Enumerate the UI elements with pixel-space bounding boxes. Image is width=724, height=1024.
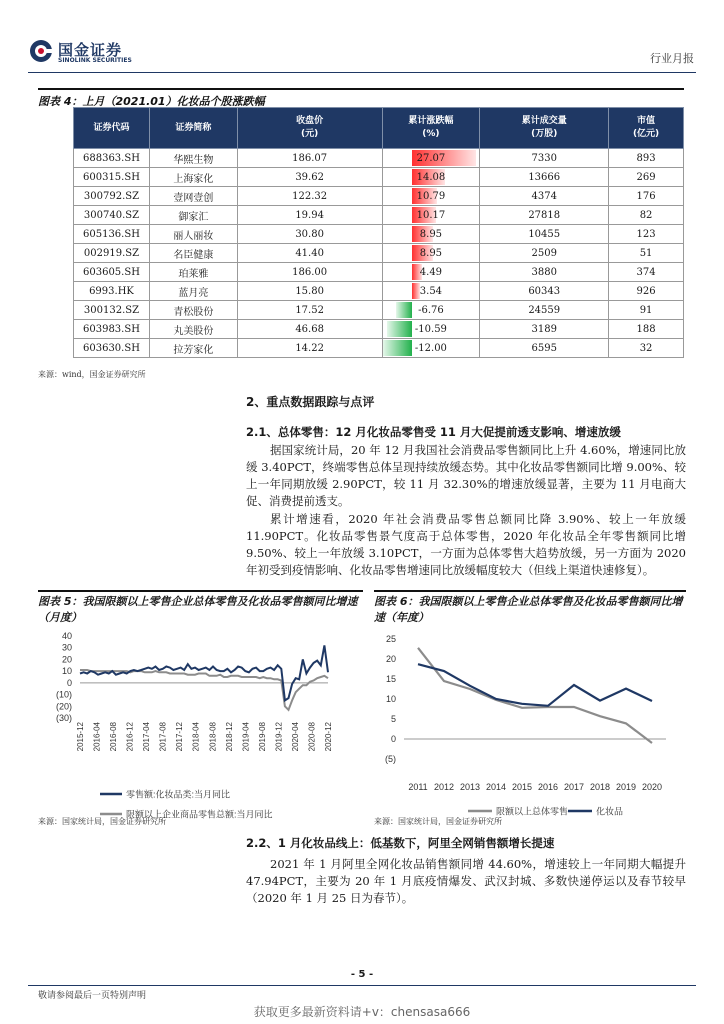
x-tick-label: 2014 (485, 782, 507, 792)
change-value: 10.79 (416, 190, 446, 202)
cell-close: 15.80 (237, 282, 382, 301)
x-tick-label: 2012 (433, 782, 455, 792)
y-tick-label: (5) (385, 754, 396, 764)
report-type-label: 行业月报 (650, 52, 694, 65)
series-line-0 (418, 648, 652, 743)
cell-volume: 10455 (480, 225, 609, 244)
cell-name: 壹网壹创 (149, 187, 237, 206)
cell-volume: 3189 (480, 320, 609, 339)
x-tick-label: 2017-04 (142, 722, 152, 752)
x-tick-label: 2018 (589, 782, 611, 792)
y-tick-label: 15 (385, 674, 396, 684)
y-tick-label: 0 (66, 677, 72, 688)
x-tick-label: 2013 (459, 782, 481, 792)
x-tick-label: 2017 (563, 782, 585, 792)
logo-text-en: SINOLINK SECURITIES (58, 57, 132, 64)
cell-close: 41.40 (237, 244, 382, 263)
table-row (74, 263, 684, 282)
cell-change (382, 263, 480, 282)
cell-close: 122.32 (237, 187, 382, 206)
change-bar (396, 302, 412, 318)
cell-mktcap: 32 (609, 339, 684, 358)
cell-close: 186.00 (237, 263, 382, 282)
x-tick-label: 2019-12 (274, 722, 284, 752)
cell-name: 珀莱雅 (149, 263, 237, 282)
cell-volume: 60343 (480, 282, 609, 301)
x-tick-label: 2015-12 (76, 722, 85, 752)
table-row (74, 149, 684, 168)
cell-code: 6993.HK (74, 282, 150, 301)
x-tick-label: 2017-08 (158, 722, 168, 752)
sinolink-logo (28, 38, 158, 68)
table-row (74, 187, 684, 206)
series-line-1 (418, 664, 652, 706)
change-bar (383, 340, 411, 356)
cell-code: 300792.SZ (74, 187, 150, 206)
cell-volume: 13666 (480, 168, 609, 187)
cell-change (382, 320, 480, 339)
cell-code: 300740.SZ (74, 206, 150, 225)
cell-volume: 24559 (480, 301, 609, 320)
cell-name: 上海家化 (149, 168, 237, 187)
cell-close: 46.68 (237, 320, 382, 339)
cell-mktcap: 82 (609, 206, 684, 225)
chart-6-title: 图表 6：我国限额以上零售企业总体零售及化妆品零售额同比增速（年度） (374, 595, 683, 624)
chart-5-svg (38, 626, 363, 821)
y-tick-label: (10) (55, 689, 72, 700)
cell-mktcap: 51 (609, 244, 684, 263)
x-tick-label: 2016-08 (109, 722, 119, 752)
x-tick-label: 2011 (408, 782, 428, 792)
table-body (74, 149, 684, 358)
y-tick-label: (20) (55, 701, 72, 712)
table-row (74, 301, 684, 320)
x-tick-label: 2019-08 (257, 722, 267, 752)
cell-close: 14.22 (237, 339, 382, 358)
column-header: 收盘价 (元) (237, 108, 382, 149)
x-tick-label: 2018-12 (224, 722, 234, 752)
cell-volume: 2509 (480, 244, 609, 263)
cell-volume: 3880 (480, 263, 609, 282)
chart-6-source: 来源：国家统计局，国金证券研究所 (374, 817, 502, 826)
logo-text-cn: 国金证券 (58, 41, 123, 59)
cell-mktcap: 374 (609, 263, 684, 282)
cell-close: 186.07 (237, 149, 382, 168)
x-tick-label: 2016 (537, 782, 559, 792)
change-value: 8.95 (419, 247, 443, 259)
x-tick-label: 2020 (641, 782, 663, 792)
x-tick-label: 2017-12 (175, 722, 185, 752)
cell-close: 19.94 (237, 206, 382, 225)
paragraph-1: 据国家统计局，20 年 12 月我国社会消费品零售额同比上升 4.60%，增速同比放缓 3.40PCT，终端零售总体呈现持续放缓态势。其中化妆品零售额同比增 9.00%、较上一年同期放缓 2.90PCT，较 11 月 32.30%的增速放缓显著，主要为 11 月电商大促、消费提前透支。 (246, 443, 686, 508)
y-tick-label: 20 (61, 654, 72, 665)
y-tick-label: 10 (61, 666, 72, 677)
change-value: 14.08 (416, 171, 446, 183)
change-value: 3.54 (419, 285, 443, 297)
change-value: 27.07 (416, 152, 446, 164)
change-value: 4.49 (419, 266, 443, 278)
cell-name: 华熙生物 (149, 149, 237, 168)
table-row (74, 244, 684, 263)
cell-volume: 7330 (480, 149, 609, 168)
chart-6-container (374, 590, 686, 825)
x-tick-label: 2018-08 (208, 722, 218, 752)
legend-label: 限额以上总体零售 (496, 806, 569, 817)
x-tick-label: 2019-04 (241, 722, 251, 752)
x-tick-label: 2018-04 (191, 722, 201, 752)
table-4-title: 图表 4：上月（2021.01）化妆品个股涨跌幅 (38, 88, 684, 109)
subsection-2-2-heading: 2.2、1 月化妆品线上：低基数下，阿里全网销售额增长提速 (246, 836, 555, 850)
column-header: 累计成交量 (万股) (480, 108, 609, 149)
cell-mktcap: 123 (609, 225, 684, 244)
cell-name: 拉芳家化 (149, 339, 237, 358)
cell-change (382, 225, 480, 244)
y-tick-label: 10 (385, 694, 396, 704)
legend-label: 零售额:化妆品类:当月同比 (126, 789, 231, 800)
cell-code: 688363.SH (74, 149, 150, 168)
cell-volume: 6595 (480, 339, 609, 358)
section-heading: 2、重点数据跟踪与点评 (246, 395, 375, 409)
change-bar (387, 321, 412, 337)
paragraph-3: 2021 年 1 月阿里全网化妆品销售额同增 44.60%，增速较上一年同期大幅提升 47.94PCT，主要为 20 年 1 月底疫情爆发、武汉封城、多数快递停运以及春节较早（2020 年 1 月 25 日为春节）。 (246, 857, 686, 905)
subsection-2-1-heading: 2.1、总体零售：12 月化妆品零售受 11 月大促提前透支影响、增速放缓 (246, 425, 621, 439)
change-value: -10.59 (414, 323, 447, 335)
column-header: 市值 (亿元) (609, 108, 684, 149)
cell-close: 17.52 (237, 301, 382, 320)
cell-change (382, 187, 480, 206)
table-row (74, 206, 684, 225)
y-tick-label: 0 (390, 734, 396, 744)
watermark-text: 获取更多最新资料请+v：chensasa666 (253, 1005, 471, 1019)
cell-code: 002919.SZ (74, 244, 150, 263)
y-tick-label: 25 (385, 634, 396, 644)
table-4-source: 来源：wind，国金证券研究所 (38, 370, 146, 379)
cell-mktcap: 269 (609, 168, 684, 187)
x-tick-label: 2015 (511, 782, 533, 792)
column-header: 累计涨跌幅 (%) (382, 108, 480, 149)
page-header (28, 38, 696, 73)
cell-code: 603630.SH (74, 339, 150, 358)
disclaimer-text: 敬请参阅最后一页特别声明 (38, 991, 147, 1001)
table-row (74, 320, 684, 339)
change-value: 8.95 (419, 228, 443, 240)
cell-change (382, 244, 480, 263)
chart-6-svg (374, 626, 686, 821)
x-tick-label: 2020-08 (307, 722, 317, 752)
cell-name: 名臣健康 (149, 244, 237, 263)
cell-name: 丽人丽妆 (149, 225, 237, 244)
cell-close: 30.80 (237, 225, 382, 244)
cell-change (382, 168, 480, 187)
x-tick-label: 2019 (615, 782, 637, 792)
cell-code: 300132.SZ (74, 301, 150, 320)
x-tick-label: 2020-12 (324, 722, 333, 752)
legend-label: 限额以上企业商品零售总额:当月同比 (126, 809, 273, 820)
change-bar (412, 283, 420, 299)
stock-change-table (73, 107, 684, 358)
x-tick-label: 2016-04 (92, 722, 102, 752)
cell-mktcap: 176 (609, 187, 684, 206)
table-row (74, 282, 684, 301)
cell-code: 605136.SH (74, 225, 150, 244)
change-value: -6.76 (418, 304, 444, 316)
chart-5-title: 图表 5：我国限额以上零售企业总体零售及化妆品零售额同比增速（月度） (38, 595, 358, 624)
cell-name: 青松股份 (149, 301, 237, 320)
cell-code: 603605.SH (74, 263, 150, 282)
y-tick-label: (30) (55, 713, 72, 723)
cell-change (382, 206, 480, 225)
table-row (74, 339, 684, 358)
logo-mark-icon (28, 38, 54, 64)
change-value: 10.17 (416, 209, 446, 221)
footer-divider (28, 985, 696, 986)
x-tick-label: 2020-04 (290, 722, 300, 752)
column-header: 证券简称 (149, 108, 237, 149)
cell-name: 丸美股份 (149, 320, 237, 339)
cell-change (382, 301, 480, 320)
x-tick-label: 2016-12 (125, 722, 135, 752)
y-tick-label: 5 (390, 714, 396, 724)
table-row (74, 225, 684, 244)
cell-change (382, 339, 480, 358)
cell-code: 603983.SH (74, 320, 150, 339)
cell-mktcap: 926 (609, 282, 684, 301)
change-value: -12.00 (414, 342, 447, 354)
cell-mktcap: 188 (609, 320, 684, 339)
page-number: - 5 - (350, 969, 374, 980)
cell-close: 39.62 (237, 168, 382, 187)
cell-mktcap: 91 (609, 301, 684, 320)
cell-change (382, 282, 480, 301)
column-header: 证券代码 (74, 108, 150, 149)
cell-mktcap: 893 (609, 149, 684, 168)
cell-name: 御家汇 (149, 206, 237, 225)
cell-code: 600315.SH (74, 168, 150, 187)
cell-name: 蓝月亮 (149, 282, 237, 301)
paragraph-2: 累计增速看，2020 年社会消费品零售总额同比降 3.90%、较上一年放缓 11.90PCT。化妆品零售景气度高于总体零售，2020 年化妆品全年零售额同比增 9.50%、较上一年放缓 3.10PCT，一方面为总体零售大趋势放缓，另一方面为 2020 年初受到疫情影响、化妆品零售增速同比放缓幅度较大（但线上渠道快速修复）。 (246, 512, 686, 577)
cell-volume: 27818 (480, 206, 609, 225)
table-row (74, 168, 684, 187)
cell-change (382, 149, 480, 168)
cell-volume: 4374 (480, 187, 609, 206)
table-header-row (74, 108, 684, 149)
legend-label: 化妆品 (596, 806, 624, 817)
y-tick-label: 30 (61, 642, 72, 653)
y-tick-label: 20 (385, 654, 396, 664)
y-tick-label: 40 (61, 631, 72, 641)
chart-5-container (38, 590, 363, 825)
chart-5-source: 来源：国家统计局，国金证券研究所 (38, 817, 166, 826)
